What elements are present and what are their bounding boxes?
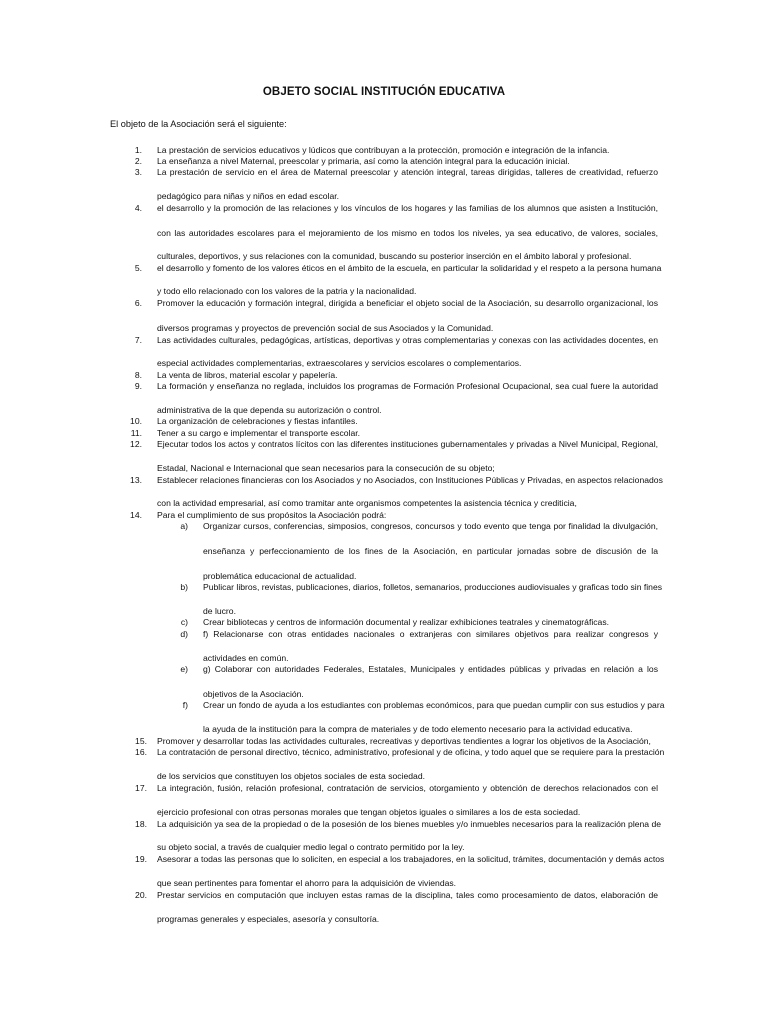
subitem-letter: a): [180, 521, 188, 531]
subitem-letter: f): [182, 700, 188, 710]
item-number: 13.: [130, 475, 142, 485]
item-text-line: con la actividad empresarial, así como tramitar ante organismos competentes la asistencia técnica y crediticia,: [157, 498, 577, 508]
item-text-line: La enseñanza a nivel Maternal, preescolar y primaria, así como la atención integral para la educación inicial.: [157, 156, 570, 166]
item-text-line: programas generales y especiales, asesoría y consultoría.: [157, 914, 380, 924]
item-number: 14.: [130, 510, 142, 520]
item-text-line: culturales, deportivos, y sus relaciones con la comunidad, buscando su posterior inserción en el ámbito laboral y profesional.: [157, 251, 632, 261]
item-number: 2.: [134, 156, 142, 166]
item-number: 9.: [134, 381, 142, 391]
item-text-line: Para el cumplimiento de sus propósitos la Asociación podrá:: [157, 510, 387, 520]
item-number: 11.: [130, 428, 142, 438]
item-number: 12.: [130, 439, 142, 449]
item-number: 20.: [135, 890, 147, 900]
subitem-text-line: actividades en común.: [203, 653, 289, 663]
item-number: 16.: [135, 747, 147, 757]
item-text-line: La organización de celebraciones y fiestas infantiles.: [157, 416, 358, 426]
item-text-line: diversos programas y proyectos de prevención social de sus Asociados y la Comunidad.: [157, 323, 494, 333]
item-text-line: el desarrollo y la promoción de las relaciones y los vínculos de los hogares y las familias de los alumnos que asisten a Institución,: [157, 203, 658, 213]
item-text-line: La prestación de servicio en el área de Maternal preescolar y atención integral, tareas dirigidas, talleres de creatividad, refuerzo: [157, 167, 658, 177]
item-number: 18.: [135, 819, 147, 829]
document-title: OBJETO SOCIAL INSTITUCIÓN EDUCATIVA: [262, 86, 506, 98]
item-text-line: Tener a su cargo e implementar el transporte escolar.: [157, 428, 361, 438]
item-text-line: que sean pertinentes para fomentar el ahorro para la adquisición de viviendas.: [157, 878, 457, 888]
item-number: 5.: [134, 263, 142, 273]
item-text-line: Prestar servicios en computación que incluyen estas ramas de la disciplina, tales como procesamiento de datos, elaboración de: [157, 890, 658, 900]
item-text-line: ejercicio profesional con otras personas morales que tengan objetos iguales o similares a los de esta sociedad.: [157, 807, 581, 817]
item-text-line: el desarrollo y fomento de los valores éticos en el ámbito de la escuela, en particular la solidaridad y el respeto a la persona humana: [157, 263, 662, 273]
item-text-line: La adquisición ya sea de la propiedad o de la posesión de los bienes muebles y/o inmuebles necesarios para la realización plena de: [157, 819, 662, 829]
item-text-line: con las autoridades escolares para el mejoramiento de los mismo en todos los niveles, ya sea educativo, de valores, sociales,: [157, 228, 658, 238]
subitem-letter: d): [180, 629, 188, 639]
item-number: 3.: [134, 167, 142, 177]
item-text-line: Estadal, Nacional e Internacional que sean necesarios para la consecución de su objeto;: [157, 463, 495, 473]
item-text-line: administrativa de la que dependa su autorización o control.: [157, 405, 382, 415]
item-text-line: La formación y enseñanza no reglada, incluidos los programas de Formación Profesional Ocupacional, sea cual fuere la autoridad: [157, 381, 658, 391]
subitem-letter: e): [180, 664, 188, 674]
item-text-line: Las actividades culturales, pedagógicas, artísticas, deportivas y otras complementarias y conexas con las actividades docentes, en: [157, 335, 658, 345]
item-text-line: La prestación de servicios educativos y lúdicos que contribuyan a la protección, promoción e integración de la infancia.: [157, 145, 610, 155]
subitem-text-line: Publicar libros, revistas, publicaciones, diarios, folletos, semanarios, producciones audiovisuales y graficas todo sin fines: [203, 582, 663, 592]
item-text-line: Asesorar a todas las personas que lo soliciten, en especial a los trabajadores, en la solicitud, trámites, documentación y demás actos: [157, 854, 665, 864]
item-text-line: Ejecutar todos los actos y contratos lícitos con las diferentes instituciones gubernamentales y privadas a Nivel Municipal, Regional,: [157, 439, 658, 449]
item-number: 10.: [130, 416, 142, 426]
subitem-text-line: f) Relacionarse con otras entidades nacionales o extranjeras con similares objetivos para realizar congresos y: [203, 629, 658, 639]
item-text-line: La venta de libros, material escolar y papelería.: [157, 370, 338, 380]
item-text-line: La contratación de personal directivo, técnico, administrativo, profesional y de oficina, y todo aquel que se requiere para la prestación: [157, 747, 665, 757]
item-number: 4.: [134, 203, 142, 213]
item-number: 15.: [135, 736, 147, 746]
item-text-line: La integración, fusión, relación profesional, contratación de servicios, otorgamiento y obtención de derechos relacionados con el: [157, 783, 658, 793]
subitem-text-line: problemática educacional de actualidad.: [203, 571, 357, 581]
subitem-text-line: la ayuda de la institución para la compra de materiales y de todo elemento necesario para la actividad educativa.: [203, 724, 633, 734]
item-number: 19.: [135, 854, 147, 864]
subitem-letter: c): [180, 617, 188, 627]
subitem-text-line: de lucro.: [203, 606, 236, 616]
subitem-text-line: g) Colaborar con autoridades Federales, Estatales, Municipales y entidades públicas y privadas en relación a los: [203, 664, 658, 674]
item-text-line: Promover y desarrollar todas las actividades culturales, recreativas y deportivas tendientes a lograr los objetivos de la Asociación,: [157, 736, 651, 746]
subitem-text-line: enseñanza y perfeccionamiento de los fines de la Asociación, en particular jornadas sobre de discusión de la: [203, 546, 658, 556]
item-number: 1.: [134, 145, 142, 155]
item-text-line: Promover la educación y formación integral, dirigida a beneficiar el objeto social de la Asociación, su desarrollo organizacional, los: [157, 298, 658, 308]
item-text-line: especial actividades complementarias, extraescolares y servicios escolares o complementarios.: [157, 358, 522, 368]
subitem-text-line: Crear bibliotecas y centros de información documental y realizar exhibiciones teatrales y cinematográficas.: [203, 617, 610, 627]
subitem-text-line: objetivos de la Asociación.: [203, 689, 304, 699]
item-number: 8.: [134, 370, 142, 380]
item-text-line: su objeto social, a través de cualquier medio legal o contrato permitido por la ley.: [157, 842, 465, 852]
item-number: 7.: [134, 335, 142, 345]
document-intro: El objeto de la Asociación será el siguiente:: [110, 119, 287, 129]
item-text-line: pedagógico para niñas y niños en edad escolar.: [157, 191, 340, 201]
subitem-text-line: Organizar cursos, conferencias, simposios, congresos, concursos y todo evento que tenga por finalidad la divulgación,: [203, 521, 658, 531]
subitem-letter: b): [180, 582, 188, 592]
item-text-line: y todo ello relacionado con los valores de la patria y la nacionalidad.: [157, 286, 417, 296]
item-text-line: de los servicios que constituyen los objetos sociales de esta sociedad.: [157, 771, 425, 781]
item-number: 6.: [134, 298, 142, 308]
item-text-line: Establecer relaciones financieras con los Asociados y no Asociados, con Instituciones Públicas y Privadas, en aspectos relacionados: [157, 475, 663, 485]
subitem-text-line: Crear un fondo de ayuda a los estudiantes con problemas económicos, para que puedan cumplir con sus estudios y para: [203, 700, 665, 710]
item-number: 17.: [135, 783, 147, 793]
